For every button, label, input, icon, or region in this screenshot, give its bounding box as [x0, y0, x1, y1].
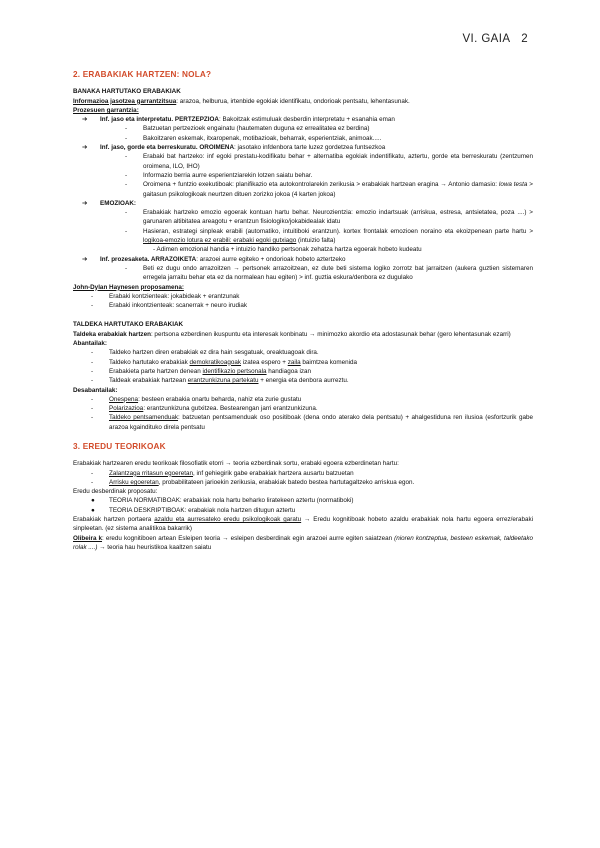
item-underline: identifikazio pertsonala	[202, 367, 267, 375]
item-text: , probabilitateen jarioekin zerikusia, erabakiak batedo bestea hartutagaltzeko arriskua egon.	[158, 478, 415, 486]
item-underline: demokratikoagoak	[189, 358, 241, 366]
paragraph-emphasis: Olibeira k	[73, 534, 103, 542]
paragraph	[73, 515, 533, 534]
dash-icon: -	[125, 264, 128, 272]
sub-sub-list-item	[73, 245, 533, 254]
dash-icon: -	[91, 358, 94, 366]
arrow-icon: ➔	[82, 144, 88, 152]
item-text: izatea espero +	[240, 358, 288, 366]
list-item	[73, 358, 533, 367]
item-italic: lowa testa	[498, 181, 528, 189]
paragraph-emphasis: Taldeka erabakiak hartzen	[73, 330, 151, 338]
header-title: VI. GAIA	[462, 33, 511, 45]
dash-icon: -	[91, 349, 94, 357]
dash-icon: -	[91, 377, 94, 385]
disadvantages-heading: Desabantailak:	[73, 386, 118, 394]
item-text: Erabaki inkontzienteak: scanerrak + neuro irudiak	[109, 302, 248, 310]
sub-list-item	[73, 227, 533, 246]
item-text: Taldeko hartutako erabakiak	[109, 358, 190, 366]
list-item	[73, 413, 533, 432]
info-paragraph	[73, 97, 533, 106]
paragraph-italic: (nioren kontzeptua, besteen eskemak, taldeetako rolak ....)	[73, 534, 533, 551]
item-text: Bakoitzaren eskemak, itxaropenak, motibazioak, beharrak, esperientziak, animoak.....	[143, 134, 382, 142]
item-heading: Inf. prozesaketa. ARRAZOIKETA	[100, 255, 197, 263]
dash-icon: -	[125, 209, 128, 217]
group-decisions-heading: TALDEKA HARTUTAKO ERABAKIAK	[73, 321, 184, 329]
item-text: Taldeko hartzen diren erabakiak ez dira hain sesgatuak, oreaktuagoak dira.	[109, 349, 319, 357]
item-text: : besteen erabakia onartu beharda, nahiz eta zurie gustatu	[138, 395, 302, 403]
item-underline: Taldeko pentsamenduak	[109, 414, 179, 422]
sub-list-item	[73, 152, 533, 171]
dash-icon: -	[91, 367, 94, 375]
item-text: Batzuetan pertzezioek engainatu (hautematen duguna ez errealitatea ez berdina)	[143, 125, 370, 133]
document-body	[73, 70, 533, 552]
haynes-heading: John-Dylan Haynesen proposamena:	[73, 283, 184, 291]
list-item	[73, 301, 533, 310]
dash-icon: -	[91, 395, 94, 403]
sub-list-item	[73, 134, 533, 143]
dash-icon: -	[125, 125, 128, 133]
paragraph-text: → teoria hau heuristikoa kaaltzen saiatu	[97, 543, 212, 551]
list-item	[73, 143, 533, 152]
list-item	[73, 348, 533, 357]
item-text: : batzuetan pentsamenduak oso positiboak (dena ondo aterako dela pentsatu) + ahalgestiduna ren ilusioa (esfortzurik gabe arazoa kgaindituko direla pentsatu	[109, 414, 533, 431]
info-text: : arazoa, helburua, irtenbide egokiak identifikatu, ondorioak pentsatu, lehentasunak.	[176, 97, 410, 105]
list-item	[73, 395, 533, 404]
sub-list-item	[73, 208, 533, 227]
advantages-heading: Abantailak:	[73, 340, 107, 348]
list-item	[73, 376, 533, 385]
process-heading: Prozesuen garrantzia:	[73, 106, 139, 114]
sub-list-item	[73, 171, 533, 180]
item-text: (intuizio falta)	[296, 237, 336, 245]
paragraph-underline: azaldu eta aurresateko eredu psikologikoak garatu	[154, 516, 302, 524]
item-text: Hasieran, estrategi sinpleak erabili (automatiko, intuitiboki erantzun). kortex frontalak emozioen noraino eta ekoizpenean parte hartu >	[143, 227, 533, 235]
section-2-title: 2. ERABAKIAK HARTZEN: NOLA?	[73, 70, 212, 79]
paragraph-text: : eredu kognitiboen artean Esleipen teoria → esleipen desberdinak egin arazoei aurre egiten saiatzean	[102, 534, 395, 542]
list-item	[73, 367, 533, 376]
item-text: + energia eta denbora aurreztu.	[258, 377, 349, 385]
list-item	[73, 115, 533, 124]
dash-icon: -	[91, 414, 94, 422]
item-text: handiagoa izan	[266, 367, 312, 375]
item-text: Beti ez dugu ondo arrazoitzen → pertsonek arrazoitzean, ez dute beti sistema logiko zorrotz bat jarraitzen (aukera guztien sistemaren erregela jarraitu behar eta ez da normalean hau egiten) > inf. guztia eskura/denbora ez dugulako	[143, 264, 533, 282]
item-underline: Arrisku egoeretan	[109, 478, 159, 486]
section-3-title: 3. EREDU TEORIKOAK	[73, 441, 166, 451]
item-heading: Inf. jaso, gorde eta berreskuratu. OROIMENA	[100, 144, 235, 152]
arrow-icon: ➔	[82, 199, 88, 207]
item-heading: EMOZIOAK:	[100, 199, 137, 207]
paragraph-text: → Eredu kognitiboak hobeto azaldu erabakiak nola hartu egoera errez/erabaki sinpleetan. (ez sistema analitikoa bakarrik)	[73, 516, 533, 533]
list-item	[73, 506, 533, 515]
item-text: : arazoei aurre egiteko + ondorioak hobeto aztertzeko	[196, 255, 346, 263]
dash-icon: -	[91, 292, 94, 300]
paragraph: Eredu desberdinak proposatu:	[73, 488, 158, 496]
item-heading: Inf. jaso eta interpretatu. PERTZEPZIOA	[100, 116, 219, 124]
paragraph	[73, 534, 533, 553]
item-text: - Adimen emozional handia + intuizio handiko pertsonak zehatza hartza egoerak hobeto kudeatu	[153, 246, 422, 254]
page-number: 2	[521, 33, 528, 45]
dash-icon: -	[125, 227, 128, 235]
bullet-icon: ●	[91, 497, 95, 505]
item-text: Informazio berria aurre esperientziarekin lotzen saiatu behar.	[143, 171, 313, 179]
sub-list-item	[73, 180, 533, 199]
dash-icon: -	[91, 405, 94, 413]
list-item	[73, 404, 533, 413]
bullet-icon: ●	[91, 506, 95, 514]
sub-list-item	[73, 124, 533, 133]
item-underline: zaila	[287, 358, 301, 366]
arrow-icon: ➔	[82, 116, 88, 124]
dash-icon: -	[91, 302, 94, 310]
dash-icon: -	[125, 134, 128, 142]
item-text: Erabaki bat hartzeko: inf egoki prestatu-kodifikatu behar + alternatiba egokiak indentifikatu, aztertu, gorde eta berreskuratu (zentzumen oroimena, ILO, IHO)	[143, 153, 533, 170]
paragraph-text: : pertsona ezberdinen ikuspuntu eta interesak konbinatu → minimozko akordio eta adostasunak behar (gero lehentasunak ezarri)	[150, 330, 511, 338]
item-text: baimtzea komenida	[300, 358, 358, 366]
item-text: : jasotako infdenbora tarte luzez gordetzea funtsezkoa	[234, 144, 386, 152]
list-item	[73, 199, 533, 208]
list-item	[73, 469, 533, 478]
item-text: > gaitasun psikologikoak neurtzen dituen zorizko jokoa (4 karten jokoa)	[143, 181, 533, 198]
item-text: Erabakiak hartzeko emozio egoerak kontuan hartu behar. Neurozientzia: emozio indartsuak (arriskua, estresa, antsietatea, poza ....) > garunaren altibitatea areagotu + erantzun fisiologiko/jokabidealak idatu	[143, 209, 533, 226]
list-item	[73, 292, 533, 301]
item-text: Erabakieta parte hartzen denean	[109, 367, 203, 375]
item-underline: logikoa-emozio lotura ez erabili: erabaki egoki gutxiago	[143, 237, 297, 245]
page-header	[462, 33, 528, 45]
dash-icon: -	[91, 469, 94, 477]
dash-icon: -	[125, 181, 128, 189]
item-text: Erabaki kontzienteak: jokabideak + erantzunak	[109, 292, 240, 300]
item-text: TEORIA NORMATIBOAK: erabakiak nola hartu beharko liratekeen aztertu (normatiboki)	[109, 497, 354, 505]
dash-icon: -	[91, 478, 94, 486]
arrow-icon: ➔	[82, 255, 88, 263]
group-paragraph	[73, 330, 533, 339]
item-underline: Onespena	[109, 395, 139, 403]
list-item	[73, 496, 533, 505]
info-emphasis: Informazioa jasotzea garrantzitsua	[73, 97, 177, 105]
paragraph-text: Erabakiak hartzen portaera	[73, 516, 155, 524]
item-text: Oroimena + funtzio exekutiboak: planifikazio eta autokontrolarekin zerikusia > erabakiak hartzean eragina → Antonio damasio:	[143, 181, 499, 189]
item-underline: Polarizazioa	[109, 405, 144, 413]
item-underline: erantzunkizuna partekatu	[187, 377, 259, 385]
item-text: , inf gehiegirik gabe erabakiak hartzera ausartu batzuetan	[193, 469, 354, 477]
item-text: Taldeak erabakiak hartzean	[109, 377, 188, 385]
individual-decisions-heading: BANAKA HARTUTAKO ERABAKIAK	[73, 88, 181, 96]
dash-icon: -	[125, 171, 128, 179]
item-text: : erantzunkizuna gutxitzea. Bestearengan jarri erantzunkizuna.	[143, 405, 318, 413]
item-underline: Zalantzaga rritasun egoeretan	[109, 469, 194, 477]
list-item	[73, 255, 533, 264]
item-text: : Bakoitzak estimuluak desberdin interpretatu + esanahia eman	[218, 116, 395, 124]
paragraph: Erabakiak hartzearen eredu teorikoak filosofiatik etorri → teoria ezberdinak sortu, erabaki egoera ezberdinetan hartu:	[73, 460, 399, 468]
dash-icon: -	[125, 153, 128, 161]
item-text: TEORIA DESKRIPTIBOAK: erabakiak nola hartzen ditugun aztertu	[109, 506, 296, 514]
list-item	[73, 478, 533, 487]
sub-list-item	[73, 264, 533, 283]
